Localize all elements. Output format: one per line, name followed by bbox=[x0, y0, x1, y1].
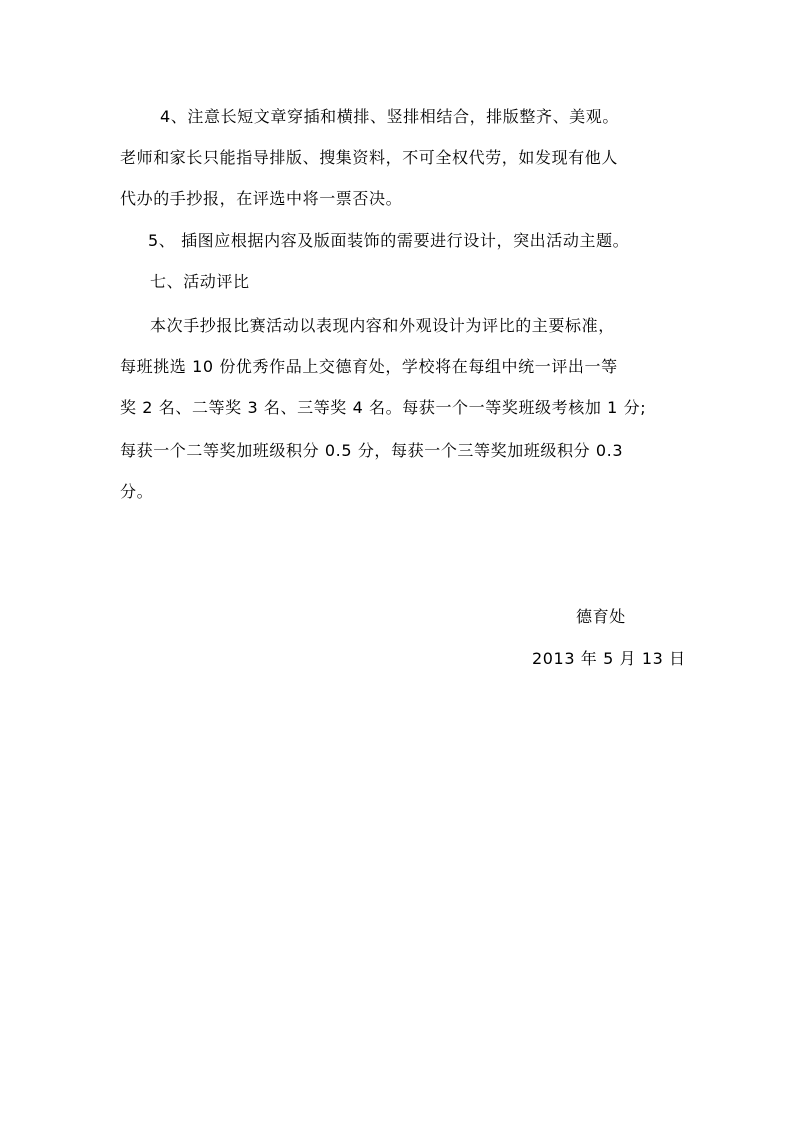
signature-department: 德育处 bbox=[576, 607, 626, 626]
paragraph-text-line: 每获一个二等奖加班级积分 0.5 分，每获一个三等奖加班级积分 0.3 bbox=[120, 441, 624, 460]
paragraph-text-line: 分。 bbox=[120, 482, 154, 501]
paragraph-item-4: 4、注意长短文章穿插和横排、竖排相结合，排版整齐、美观。 bbox=[160, 107, 619, 126]
paragraph-item-5: 5、 插图应根据内容及版面装饰的需要进行设计，突出活动主题。 bbox=[148, 231, 630, 250]
section-heading: 七、活动评比 bbox=[150, 272, 250, 291]
paragraph-text-line: 奖 2 名、二等奖 3 名、三等奖 4 名。每获一个一等奖班级考核加 1 分; bbox=[120, 398, 647, 417]
signature-date: 2013 年 5 月 13 日 bbox=[532, 649, 686, 668]
paragraph-text-line: 每班挑选 10 份优秀作品上交德育处，学校将在每组中统一评出一等 bbox=[120, 357, 618, 376]
paragraph-text-line: 本次手抄报比赛活动以表现内容和外观设计为评比的主要标准， bbox=[150, 316, 615, 335]
paragraph-text-line: 老师和家长只能指导排版、搜集资料，不可全权代劳，如发现有他人 bbox=[120, 148, 619, 167]
paragraph-text-line: 代办的手抄报，在评选中将一票否决。 bbox=[120, 189, 403, 208]
